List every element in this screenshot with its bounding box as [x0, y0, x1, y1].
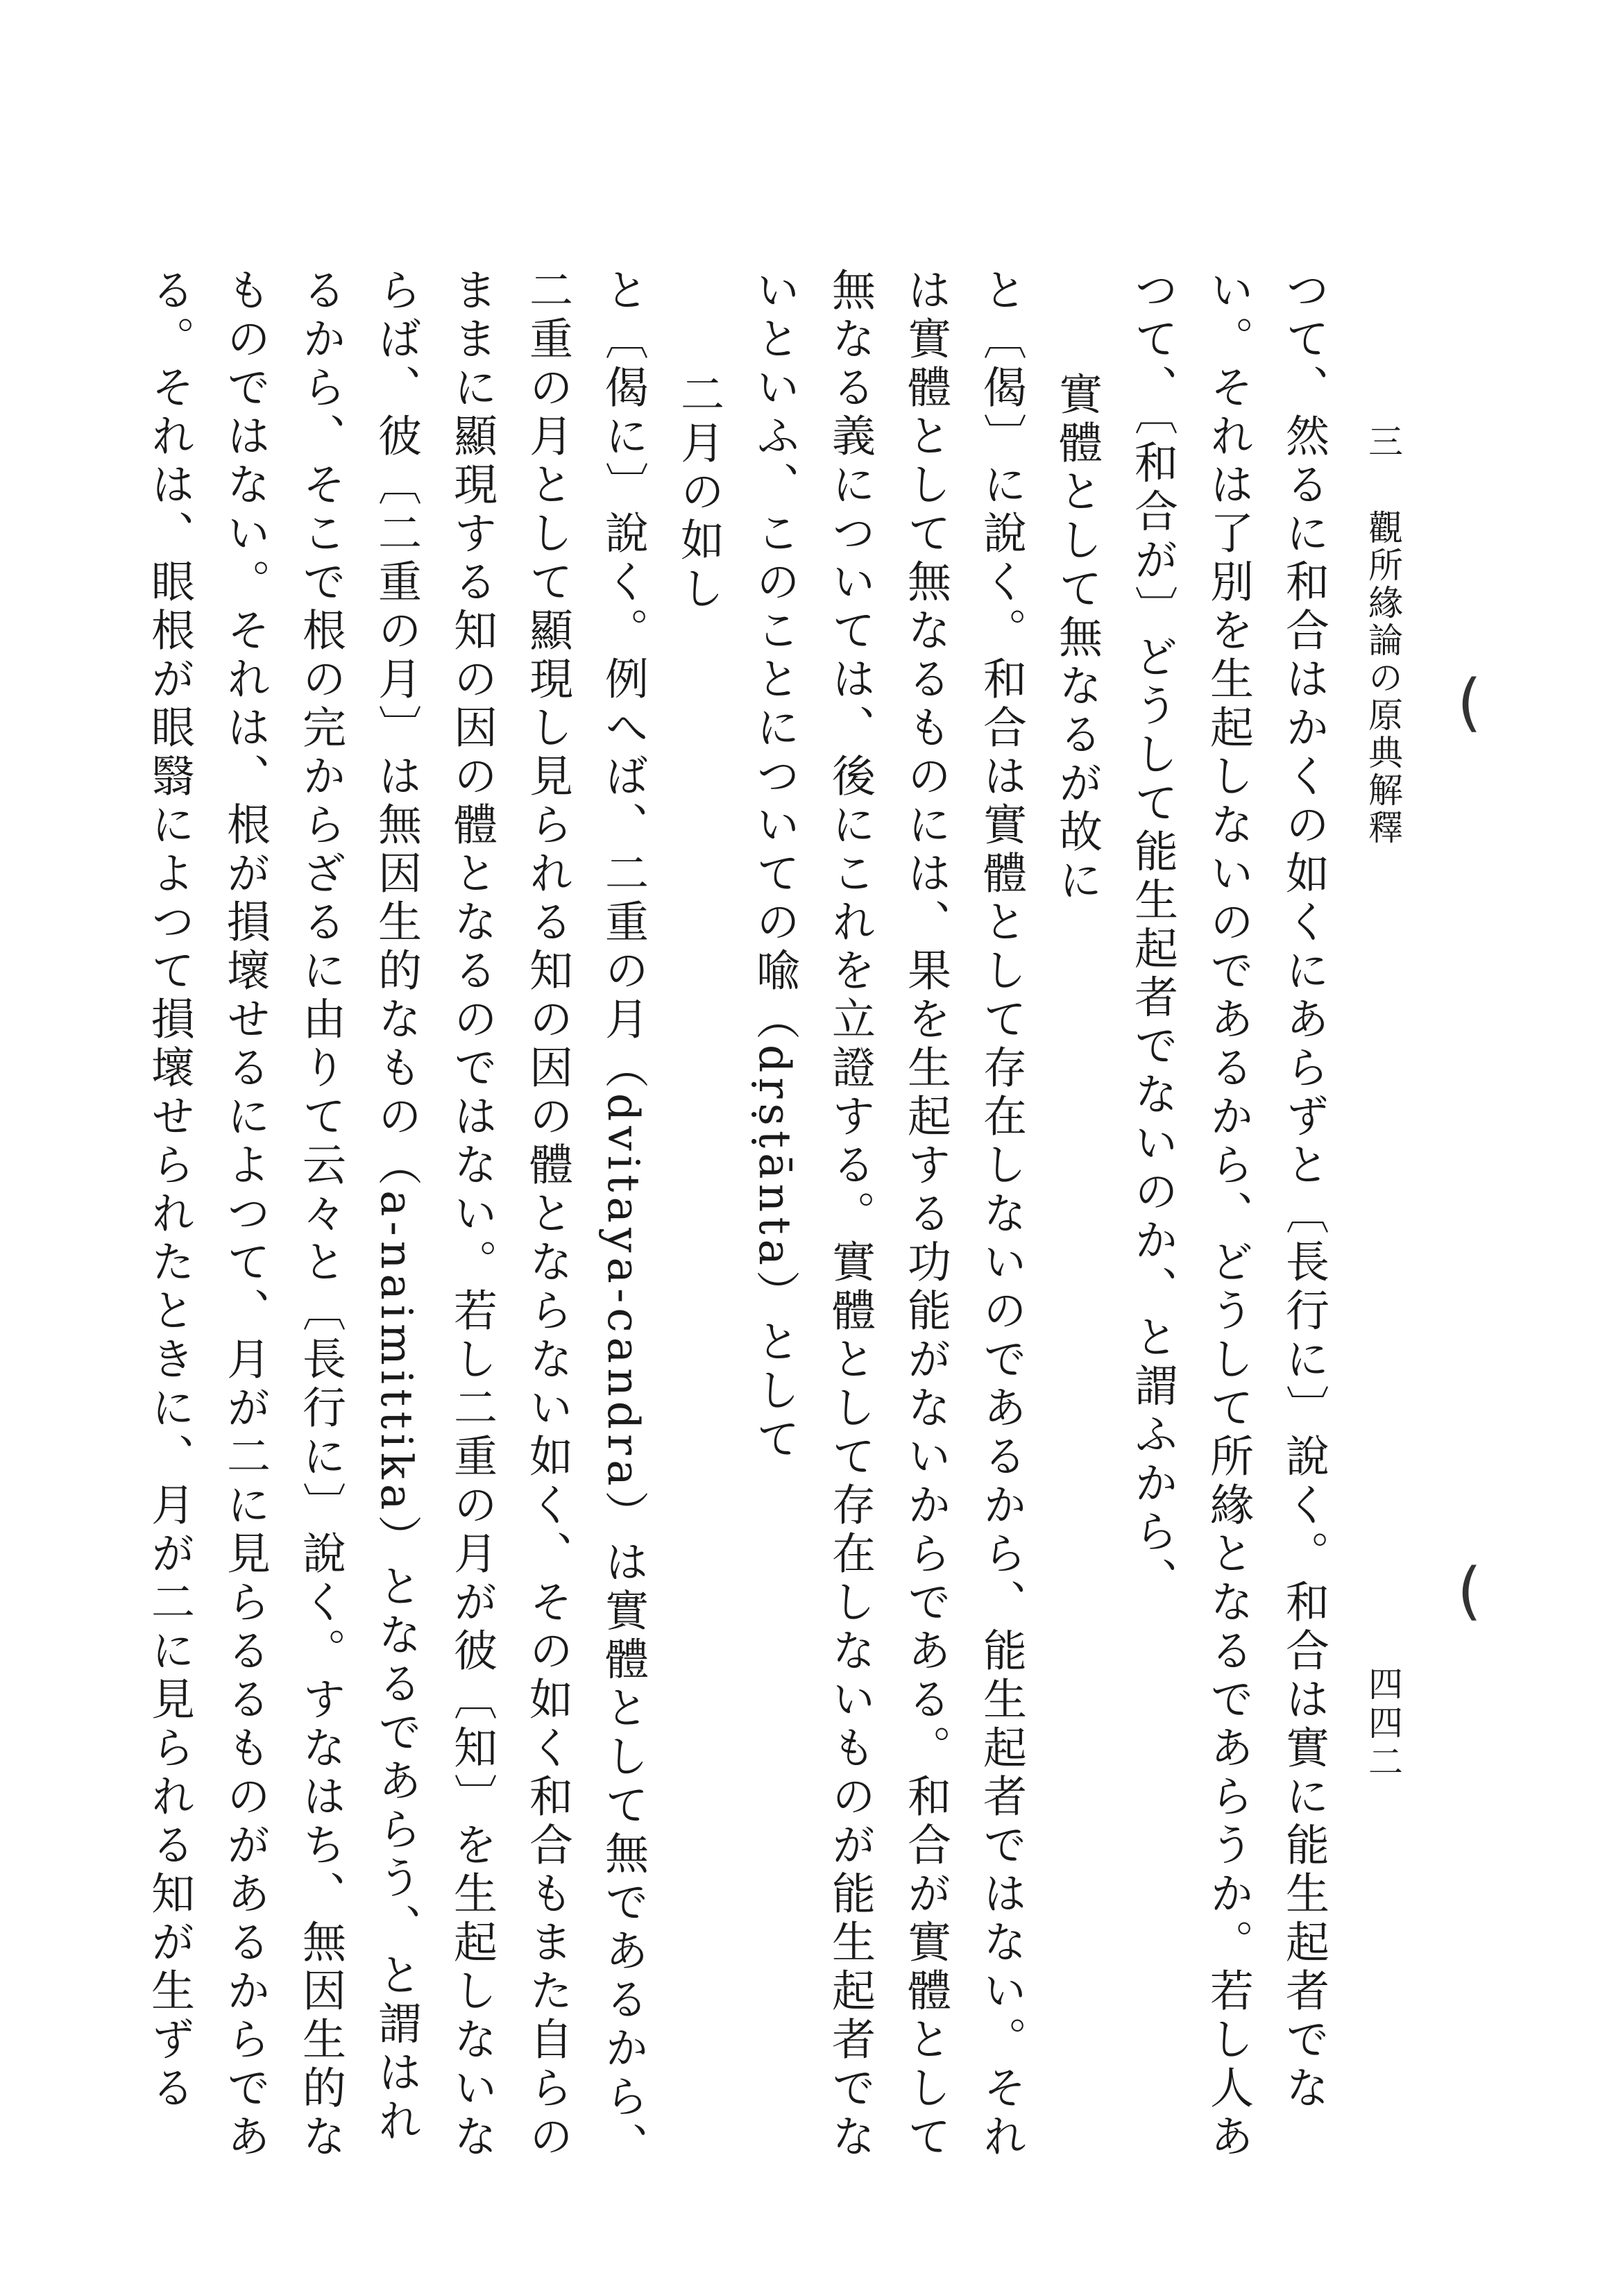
section-number: 三 [1363, 423, 1403, 461]
page-number: 四四二 [1363, 1666, 1403, 1782]
scan-bracket-mark: ( [1457, 666, 1482, 739]
paragraph-2: と〔偈〕に說く。和合は實體として存在しないのであるから、能生起者ではない。それは實體として無なるものには、果を生起する功能がないからである。和合が實體として無なる義については、後にこれを立證する。實體として存在しないものが能生起者でないといふ、このことについての喩（dṛṣṭānta）として [749, 267, 1027, 2162]
running-header [1358, 423, 1408, 847]
verse-line-2: 二月の如し [674, 371, 724, 614]
paragraph-1: つて、然るに和合はかくの如くにあらずと〔長行に〕說く。和合は實に能生起者でない。それは了別を生起しないのであるから、どうして所緣となるであらうか。若し人あつて、〔和合が〕どうして能生起者でないのか、と謂ふから、 [1128, 267, 1329, 2162]
scan-bracket-mark: ( [1457, 1555, 1482, 1628]
body-text [144, 267, 1342, 2183]
verse-line-1: 實體として無なるが故に [1052, 371, 1103, 906]
paragraph-3: と〔偈に〕說く。例へば、二重の月（dvitaya-candra）は實體として無であるから、二重の月として顯現し見られる知の因の體とならない如く、その如く和合もまた自らのままに顯現する知の因の體となるのではない。若し二重の月が彼〔知〕を生起しないならば、彼〔二重の月〕は無因生的なもの（a-naimittika）となるであらう、と謂はれるから、そこで根の完からざるに由りて云々と〔長行に〕說く。すなはち、無因生的なものではない。それは、根が損壞せるによつて、月が二に見らるるものがあるからである。それは、眼根が眼翳によつて損壞せられたときに、月が二に見られる知が生ずる [144, 267, 649, 2171]
running-title: 觀所緣論の原典解釋 [1363, 509, 1403, 847]
